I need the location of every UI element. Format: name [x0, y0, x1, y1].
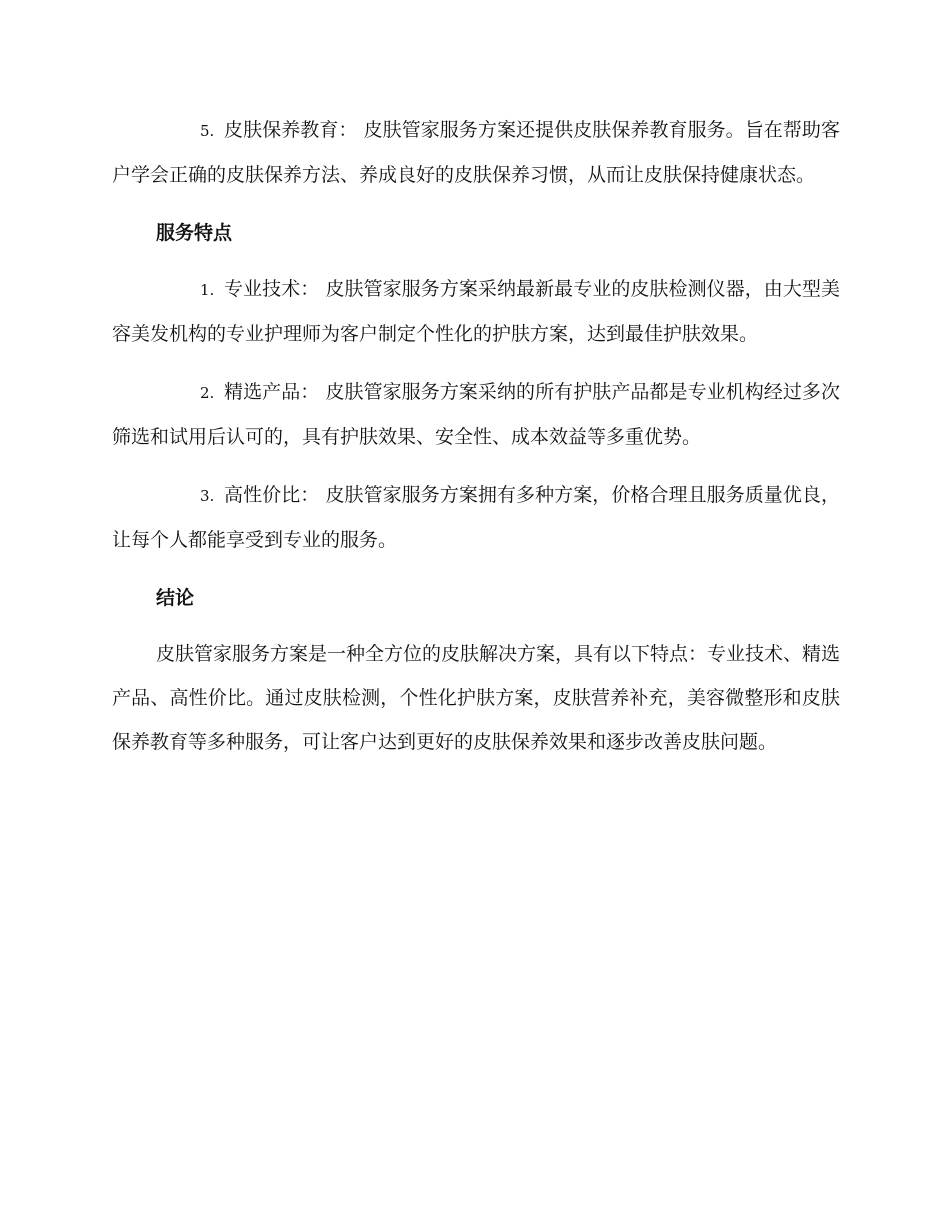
list-number: 3.	[200, 487, 215, 505]
section-heading-features: 服务特点	[156, 222, 233, 244]
list-number: 5.	[200, 122, 215, 140]
list-number: 1.	[200, 281, 215, 299]
section-heading-conclusion: 结论	[156, 587, 195, 609]
list-item-cost-effective	[112, 473, 840, 562]
list-item-title: 皮肤保养教育：	[224, 119, 358, 141]
list-item-title: 专业技术：	[224, 278, 320, 300]
list-item-skin-care-education	[112, 108, 840, 197]
list-item-text: 皮肤管家服务方案还提供皮肤保养教育服务。旨在帮助客户学会正确的皮肤保养方法、养成良好的皮肤保养习惯，从而让皮肤保持健康状态。	[112, 119, 840, 186]
list-item-text: 皮肤管家服务方案采纳最新最专业的皮肤检测仪器，由大型美容美发机构的专业护理师为客户制定个性化的护肤方案，达到最佳护肤效果。	[112, 278, 840, 345]
list-item-professional-tech	[112, 267, 840, 356]
list-item-selected-products	[112, 370, 840, 459]
list-item-text: 皮肤管家服务方案采纳的所有护肤产品都是专业机构经过多次筛选和试用后认可的，具有护肤效果、安全性、成本效益等多重优势。	[112, 381, 840, 448]
list-item-title: 高性价比：	[224, 484, 320, 506]
list-number: 2.	[200, 384, 215, 402]
list-item-text: 皮肤管家服务方案拥有多种方案，价格合理且服务质量优良，让每个人都能享受到专业的服务。	[112, 484, 840, 551]
document-body	[112, 108, 840, 778]
list-item-title: 精选产品：	[224, 381, 320, 403]
conclusion-paragraph: 皮肤管家服务方案是一种全方位的皮肤解决方案，具有以下特点：专业技术、精选产品、高性价比。通过皮肤检测，个性化护肤方案，皮肤营养补充，美容微整形和皮肤保养教育等多种服务，可让客户达到更好的皮肤保养效果和逐步改善皮肤问题。	[112, 643, 841, 753]
